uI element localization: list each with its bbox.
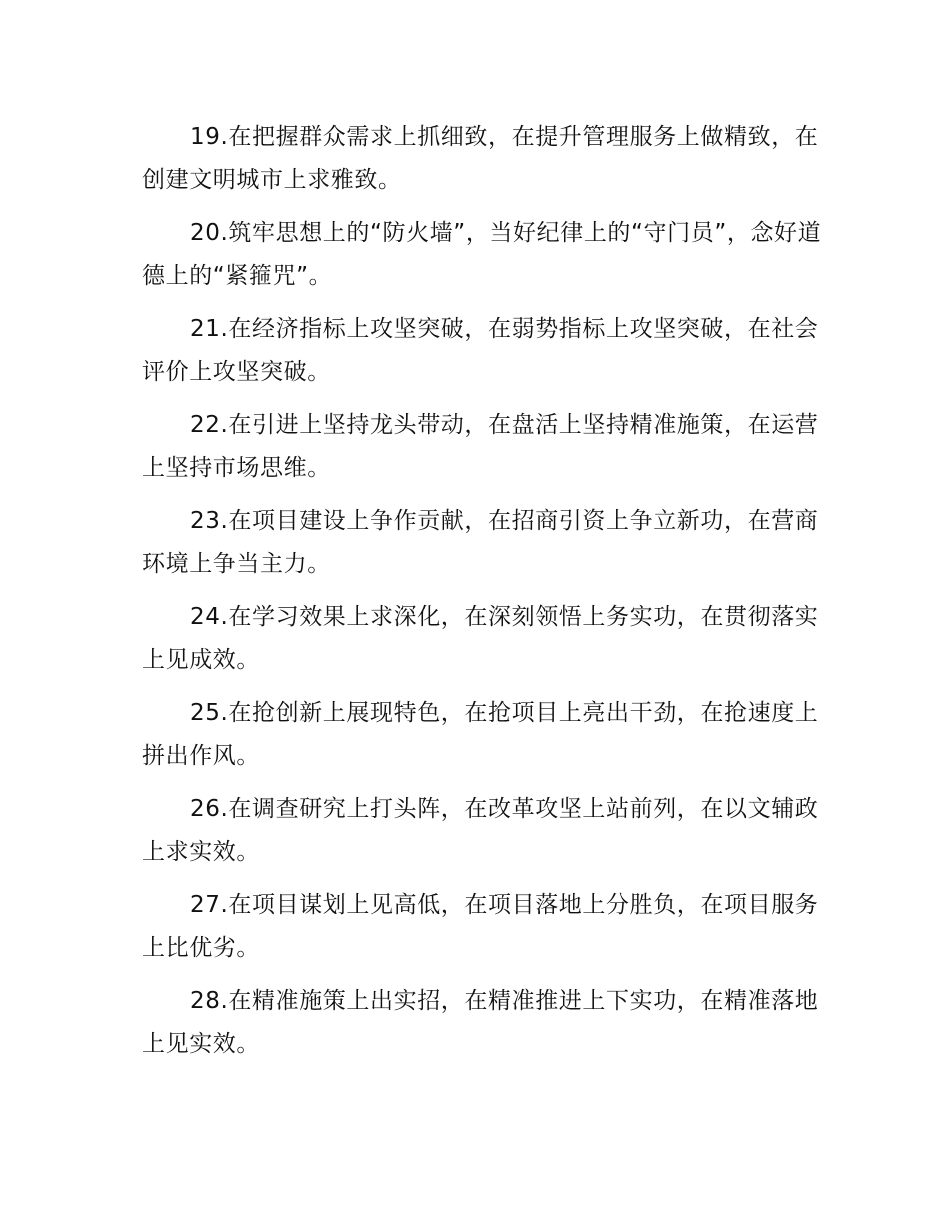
paragraph-number: 20.: [190, 220, 229, 246]
paragraph-19: [142, 116, 832, 202]
paragraph-number: 21.: [190, 316, 229, 342]
paragraph-number: 24.: [190, 604, 229, 630]
paragraph-number: 27.: [190, 892, 229, 918]
paragraph-23: [142, 500, 832, 586]
paragraph-text: 筑牢思想上的“防火墙”，当好纪律上的“守门员”，念好道德上的“紧箍咒”。: [142, 220, 822, 289]
paragraph-text: 在经济指标上攻坚突破，在弱势指标上攻坚突破，在社会评价上攻坚突破。: [142, 316, 819, 385]
paragraph-text: 在把握群众需求上抓细致，在提升管理服务上做精致，在创建文明城市上求雅致。: [142, 124, 819, 193]
paragraph-27: [142, 884, 832, 970]
paragraph-number: 25.: [190, 700, 229, 726]
paragraph-text: 在学习效果上求深化，在深刻领悟上务实功，在贯彻落实上见成效。: [142, 604, 819, 673]
paragraph-28: [142, 980, 832, 1066]
paragraph-text: 在抢创新上展现特色，在抢项目上亮出干劲，在抢速度上拼出作风。: [142, 700, 819, 769]
paragraph-text: 在引进上坚持龙头带动，在盘活上坚持精准施策，在运营上坚持市场思维。: [142, 412, 819, 481]
paragraph-20: [142, 212, 832, 298]
paragraph-22: [142, 404, 832, 490]
paragraph-number: 23.: [190, 508, 229, 534]
paragraph-number: 28.: [190, 988, 229, 1014]
paragraph-number: 19.: [190, 124, 229, 150]
paragraph-number: 22.: [190, 412, 229, 438]
paragraph-26: [142, 788, 832, 874]
paragraph-text: 在精准施策上出实招，在精准推进上下实功，在精准落地上见实效。: [142, 988, 819, 1057]
paragraph-text: 在调查研究上打头阵，在改革攻坚上站前列，在以文辅政上求实效。: [142, 796, 819, 865]
paragraph-text: 在项目建设上争作贡献，在招商引资上争立新功，在营商环境上争当主力。: [142, 508, 819, 577]
document-body: [142, 116, 832, 1076]
paragraph-24: [142, 596, 832, 682]
paragraph-25: [142, 692, 832, 778]
paragraph-21: [142, 308, 832, 394]
paragraph-number: 26.: [190, 796, 229, 822]
paragraph-text: 在项目谋划上见高低，在项目落地上分胜负，在项目服务上比优劣。: [142, 892, 819, 961]
